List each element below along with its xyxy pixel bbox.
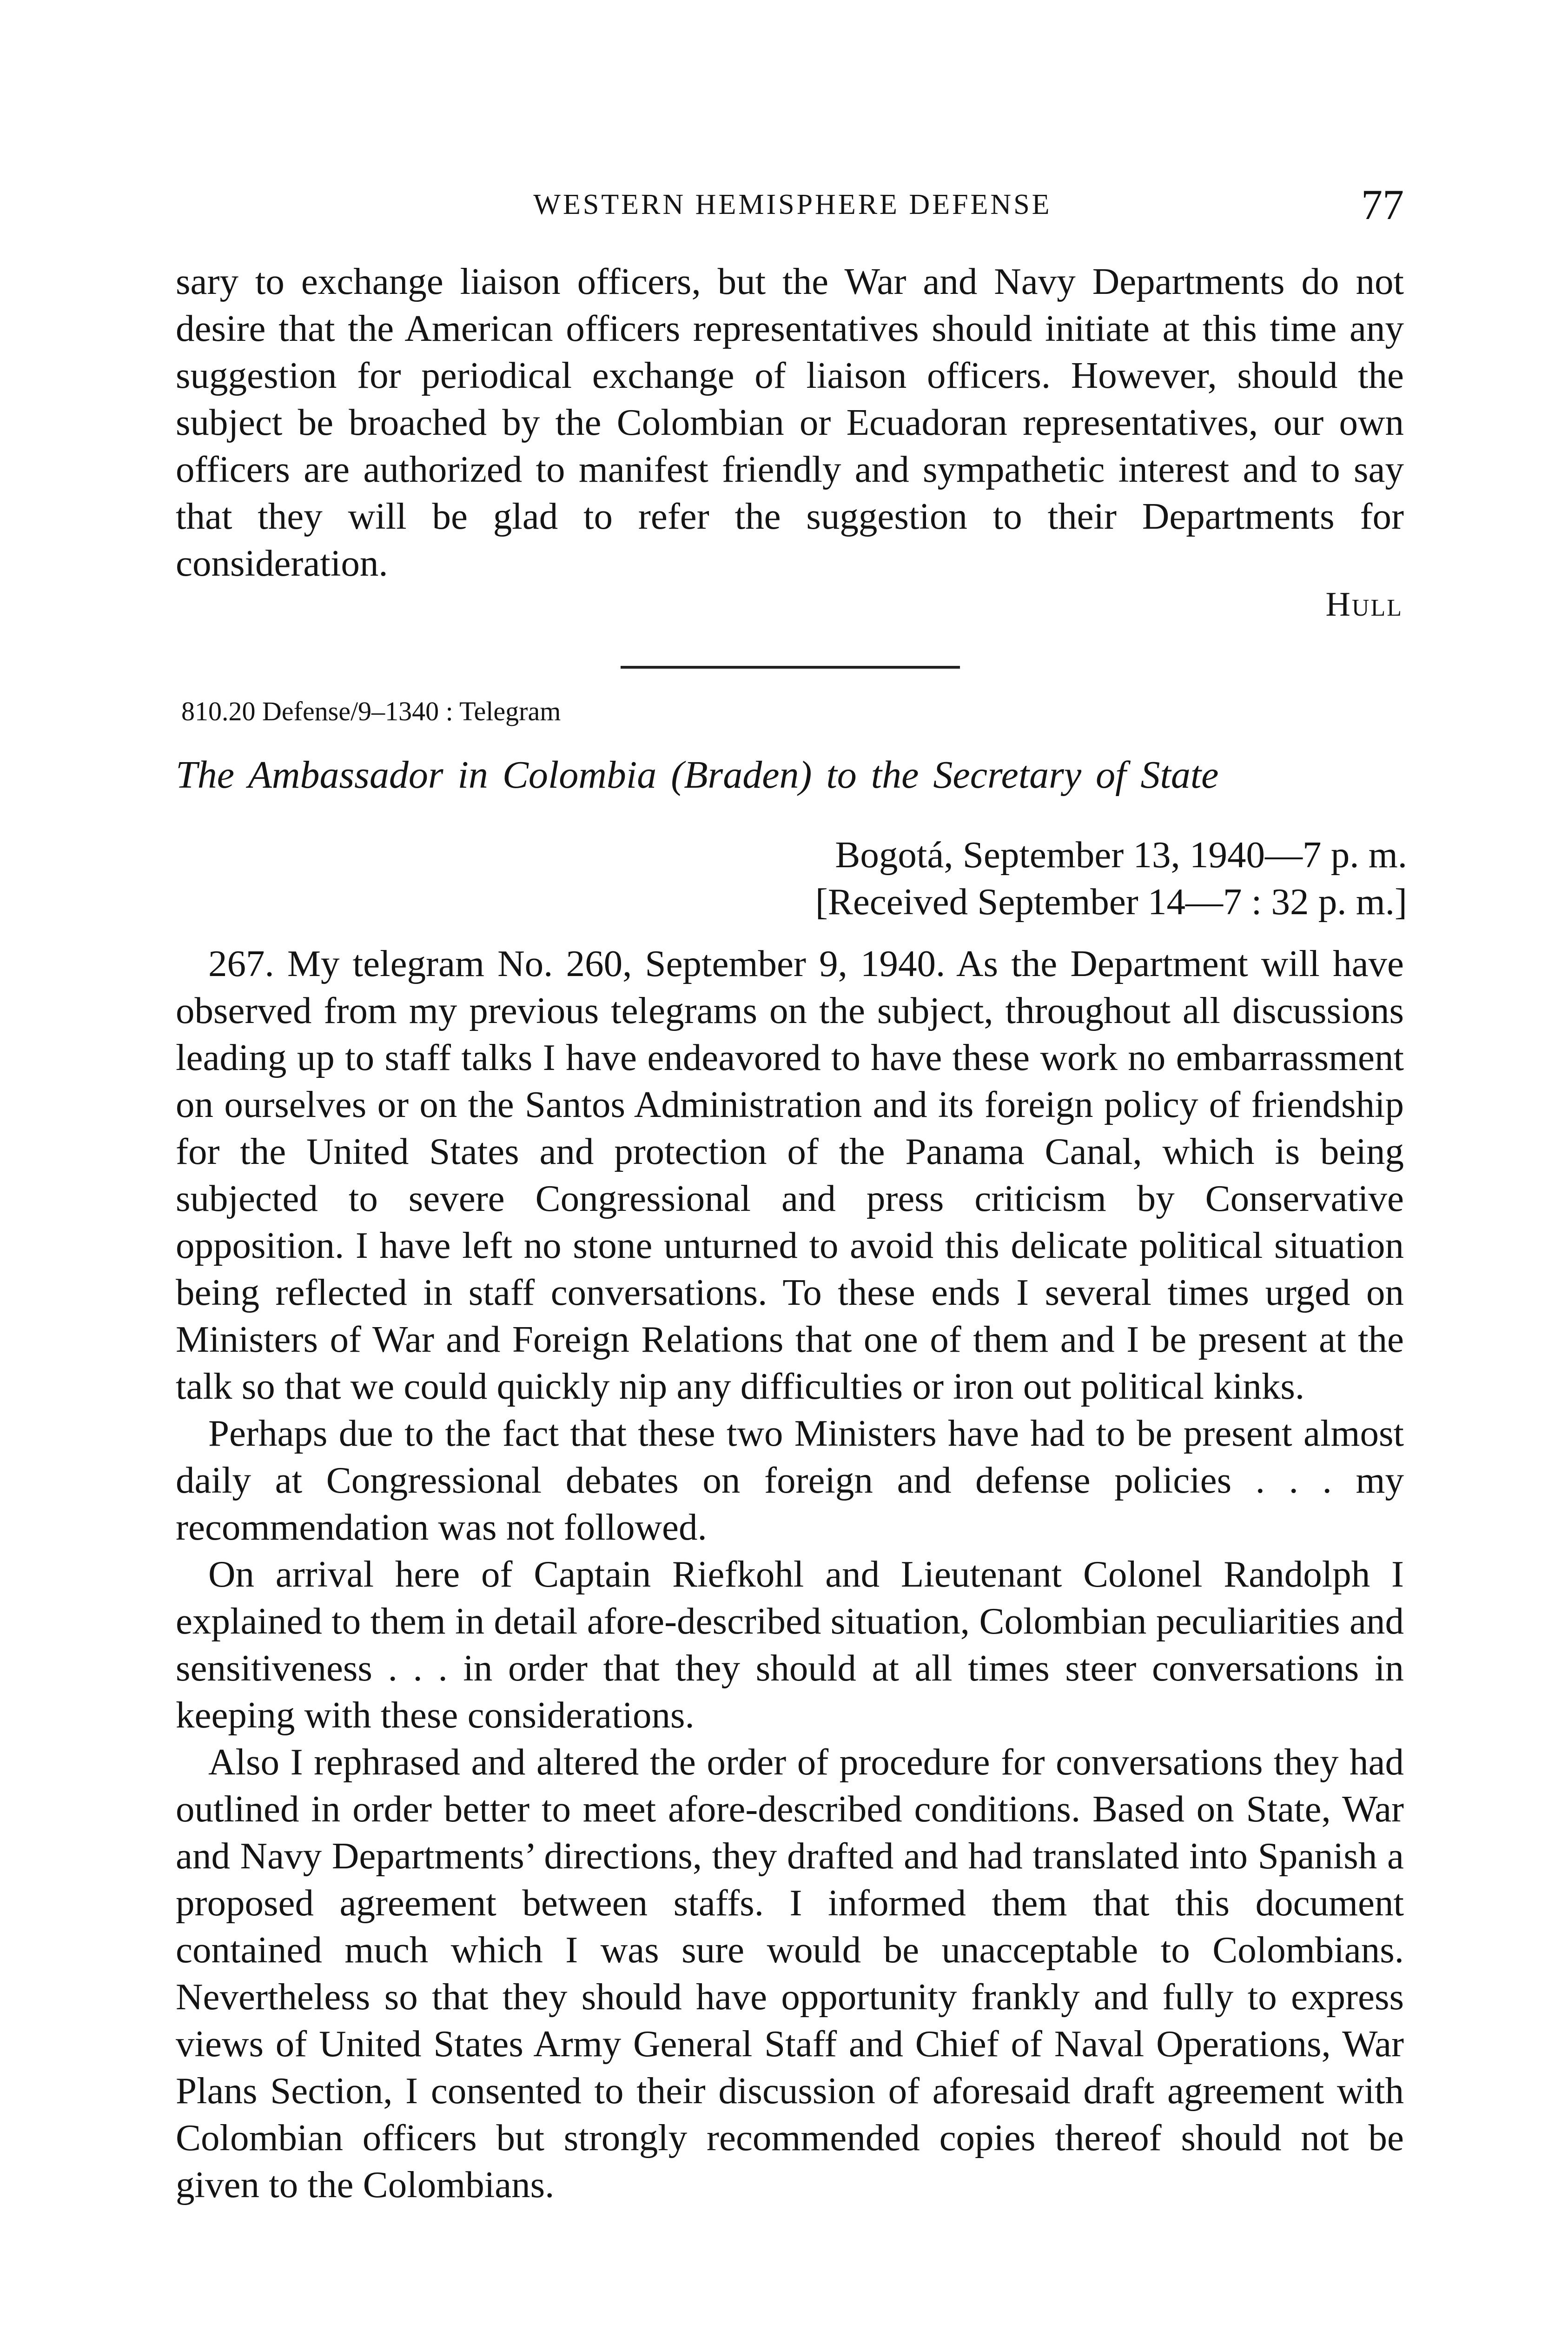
body-paragraph: Also I rephrased and altered the order of procedure for conversations they had outlined in order better to meet afore-described conditions. Based on State, War and Navy Departments’ directions, they drafted and had translated into Spanish a proposed agreement between staffs. I informed them that this document contained much which I was sure would be unacceptable to Colombians. Nevertheless so that they should have opportunity frankly and fully to express views of United States Army General Staff and Chief of Naval Operations, War Plans Section, I consented to their discussion of aforesaid draft agreement with Colombian officers but strongly recommended copies thereof should not be given to the Colombians. <box>176 1741 1404 2205</box>
continuation-paragraph <box>176 258 1404 587</box>
continuation-text: sary to exchange liaison officers, but the War and Navy Departments do not desire that the American officers representatives should initiate at this time any suggestion for periodical exchange of liaison officers. However, should the subject be broached by the Colombian or Ecuadoran representatives, our own officers are authorized to manifest friendly and sympathetic interest and to say that they will be glad to refer the suggestion to their Departments for consideration. <box>176 260 1404 584</box>
dateline <box>756 831 1407 925</box>
telegram-body <box>176 940 1404 2208</box>
dateline-place-date: Bogotá, September 13, 1940—7 p. m. <box>835 834 1407 876</box>
document-heading: The Ambassador in Colombia (Braden) to the Secretary of State <box>176 753 1219 797</box>
body-paragraph: Perhaps due to the fact that these two Ministers have had to be present almost daily at Congressional debates on foreign and defense policies . . . my recommendation was not followed. <box>176 1412 1404 1548</box>
dateline-received: [Received September 14—7 : 32 p. m.] <box>815 881 1407 923</box>
running-title: WESTERN HEMISPHERE DEFENSE <box>533 189 1052 220</box>
running-head <box>181 179 1404 230</box>
section-divider <box>621 666 960 669</box>
page-number: 77 <box>1361 181 1404 228</box>
body-paragraph: On arrival here of Captain Riefkohl and Lieutenant Colonel Randolph I explained to them in detail afore-described situation, Colombian peculiarities and sensitiveness . . . in order that they should at all times steer conversations in keeping with these considerations. <box>176 1553 1404 1736</box>
file-reference: 810.20 Defense/9–1340 : Telegram <box>181 696 561 726</box>
signature: Hull <box>1325 585 1403 624</box>
body-paragraph: 267. My telegram No. 260, September 9, 1940. As the Department will have observed from my previous telegrams on the subject, throughout all discussions leading up to staff talks I have endeavored to have these work no embarrassment on ourselves or on the Santos Administration and its foreign policy of friendship for the United States and protection of the Panama Canal, which is being subjected to severe Congressional and press criticism by Conservative opposition. I have left no stone unturned to avoid this delicate political situation being reflected in staff conversations. To these ends I several times urged on Ministers of War and Foreign Relations that one of them and I be present at the talk so that we could quickly nip any difficulties or iron out political kinks. <box>176 943 1404 1407</box>
